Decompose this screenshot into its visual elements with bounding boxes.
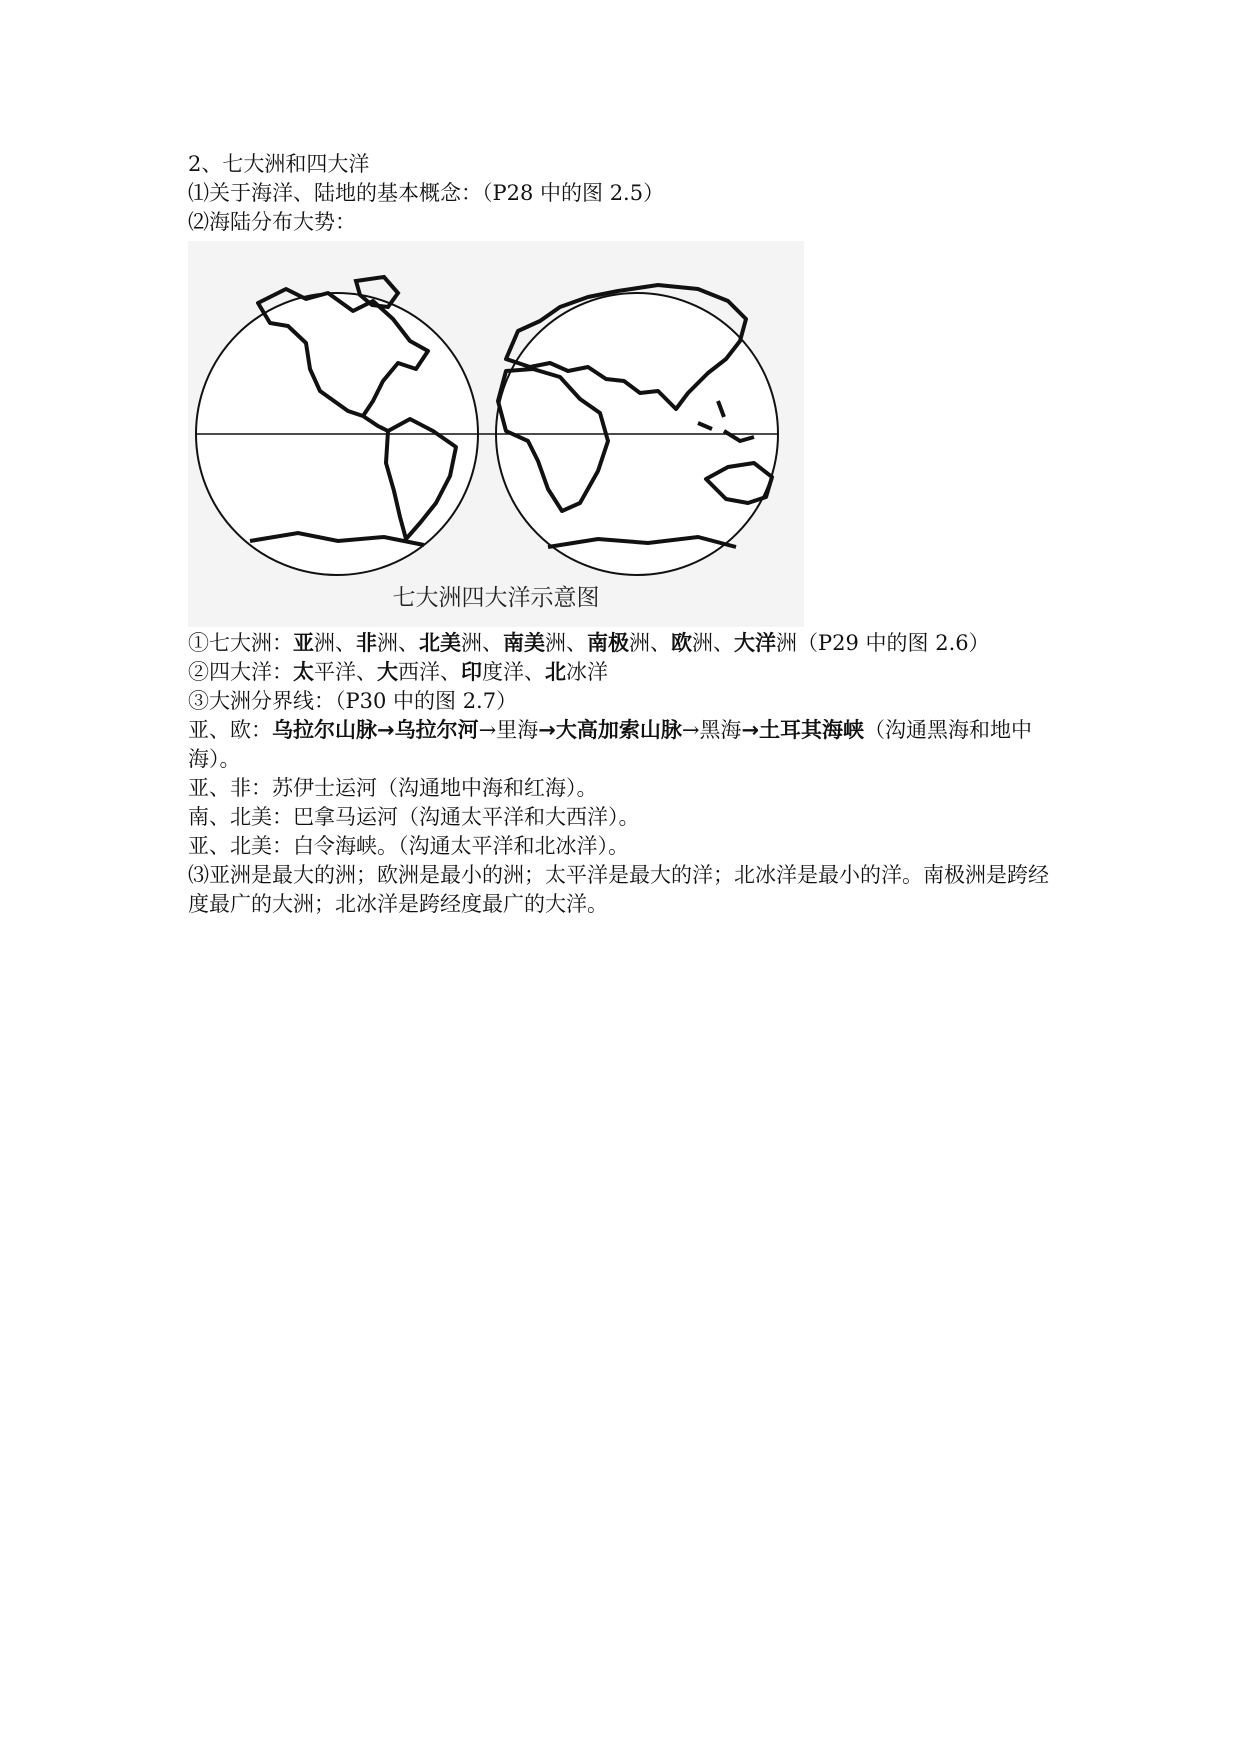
ocean-4-rest: 冰洋 [566, 660, 608, 684]
asia-north-america-boundary: 亚、北美：白令海峡。（沟通太平洋和北冰洋）。 [188, 834, 629, 858]
separator: 、 [482, 631, 503, 655]
ural-mountains: 乌拉尔山脉 [272, 718, 377, 742]
ocean-2-rest: 西洋 [398, 660, 440, 684]
continent-3-bold: 北美 [419, 631, 461, 655]
ocean-1-bold: 太 [293, 660, 314, 684]
ocean-3-rest: 度洋 [482, 660, 524, 684]
separator: 、 [524, 660, 545, 684]
paragraph-basic-concepts: ⑴关于海洋、陆地的基本概念：（P28 中的图 2.5） [188, 181, 665, 205]
section-title: 2、七大洲和四大洋 [188, 152, 370, 176]
paragraph-distribution: ⑵海陆分布大势： [188, 210, 356, 234]
black-sea: 黑海 [699, 718, 742, 742]
continent-2-bold: 非 [356, 631, 377, 655]
separator: 、 [650, 631, 671, 655]
separator: 、 [566, 631, 587, 655]
document-page [188, 150, 1068, 919]
separator: 、 [356, 660, 377, 684]
continent-5-bold: 南极 [587, 631, 629, 655]
oceans-line [188, 658, 1068, 687]
continent-6-rest: 洲 [692, 631, 713, 655]
arrow: → [741, 718, 760, 742]
continent-6-bold: 欧 [671, 631, 692, 655]
asia-europe-prefix: 亚、欧： [188, 718, 272, 742]
ocean-1-rest: 平洋 [314, 660, 356, 684]
separator: 、 [713, 631, 734, 655]
turkish-straits: 土耳其海峡 [759, 718, 865, 742]
continent-2-rest: 洲 [377, 631, 398, 655]
arrow: → [377, 718, 395, 742]
continent-7-bold: 大洋 [734, 631, 776, 655]
continents-prefix: ①七大洲： [188, 631, 293, 655]
oceans-prefix: ②四大洋： [188, 660, 293, 684]
asia-africa-boundary: 亚、非：苏伊士运河（沟通地中海和红海）。 [188, 776, 598, 800]
arrow: → [538, 718, 556, 742]
continent-1-rest: 洲 [314, 631, 335, 655]
continent-1-bold: 亚 [293, 631, 314, 655]
summary-paragraph: ⑶亚洲是最大的洲；欧洲是最小的洲；太平洋是最大的洋；北冰洋是最小的洋。南极洲是跨经度最广的大洲；北冰洋是跨经度最广的大洋。 [188, 863, 1049, 916]
asia-europe-boundary [188, 716, 1068, 774]
boundary-title: ③大洲分界线：（P30 中的图 2.7） [188, 689, 518, 713]
continents-suffix: （P29 中的图 2.6） [797, 631, 990, 655]
asia-europe-suffix: （沟通黑海和地中海）。 [188, 718, 1033, 771]
continent-4-rest: 洲 [545, 631, 566, 655]
ocean-4-bold: 北 [545, 660, 566, 684]
map-caption: 七大洲四大洋示意图 [392, 585, 600, 611]
caspian-sea: 里海 [496, 718, 539, 742]
continent-3-rest: 洲 [461, 631, 482, 655]
caucasus-mountains: 大高加索山脉 [555, 718, 682, 742]
hemispheres-map [188, 241, 804, 627]
world-map-figure [188, 241, 804, 627]
separator: 、 [440, 660, 461, 684]
ocean-3-bold: 印 [461, 660, 482, 684]
ocean-2-bold: 大 [377, 660, 398, 684]
separator: 、 [398, 631, 419, 655]
ural-river: 乌拉尔河 [394, 718, 479, 742]
continent-4-bold: 南美 [503, 631, 545, 655]
arrow: → [681, 718, 700, 742]
americas-boundary: 南、北美：巴拿马运河（沟通太平洋和大西洋）。 [188, 805, 640, 829]
separator: 、 [335, 631, 356, 655]
continent-5-rest: 洲 [629, 631, 650, 655]
continent-7-rest: 洲 [776, 631, 797, 655]
arrow: → [478, 718, 497, 742]
continents-line [188, 629, 1068, 658]
